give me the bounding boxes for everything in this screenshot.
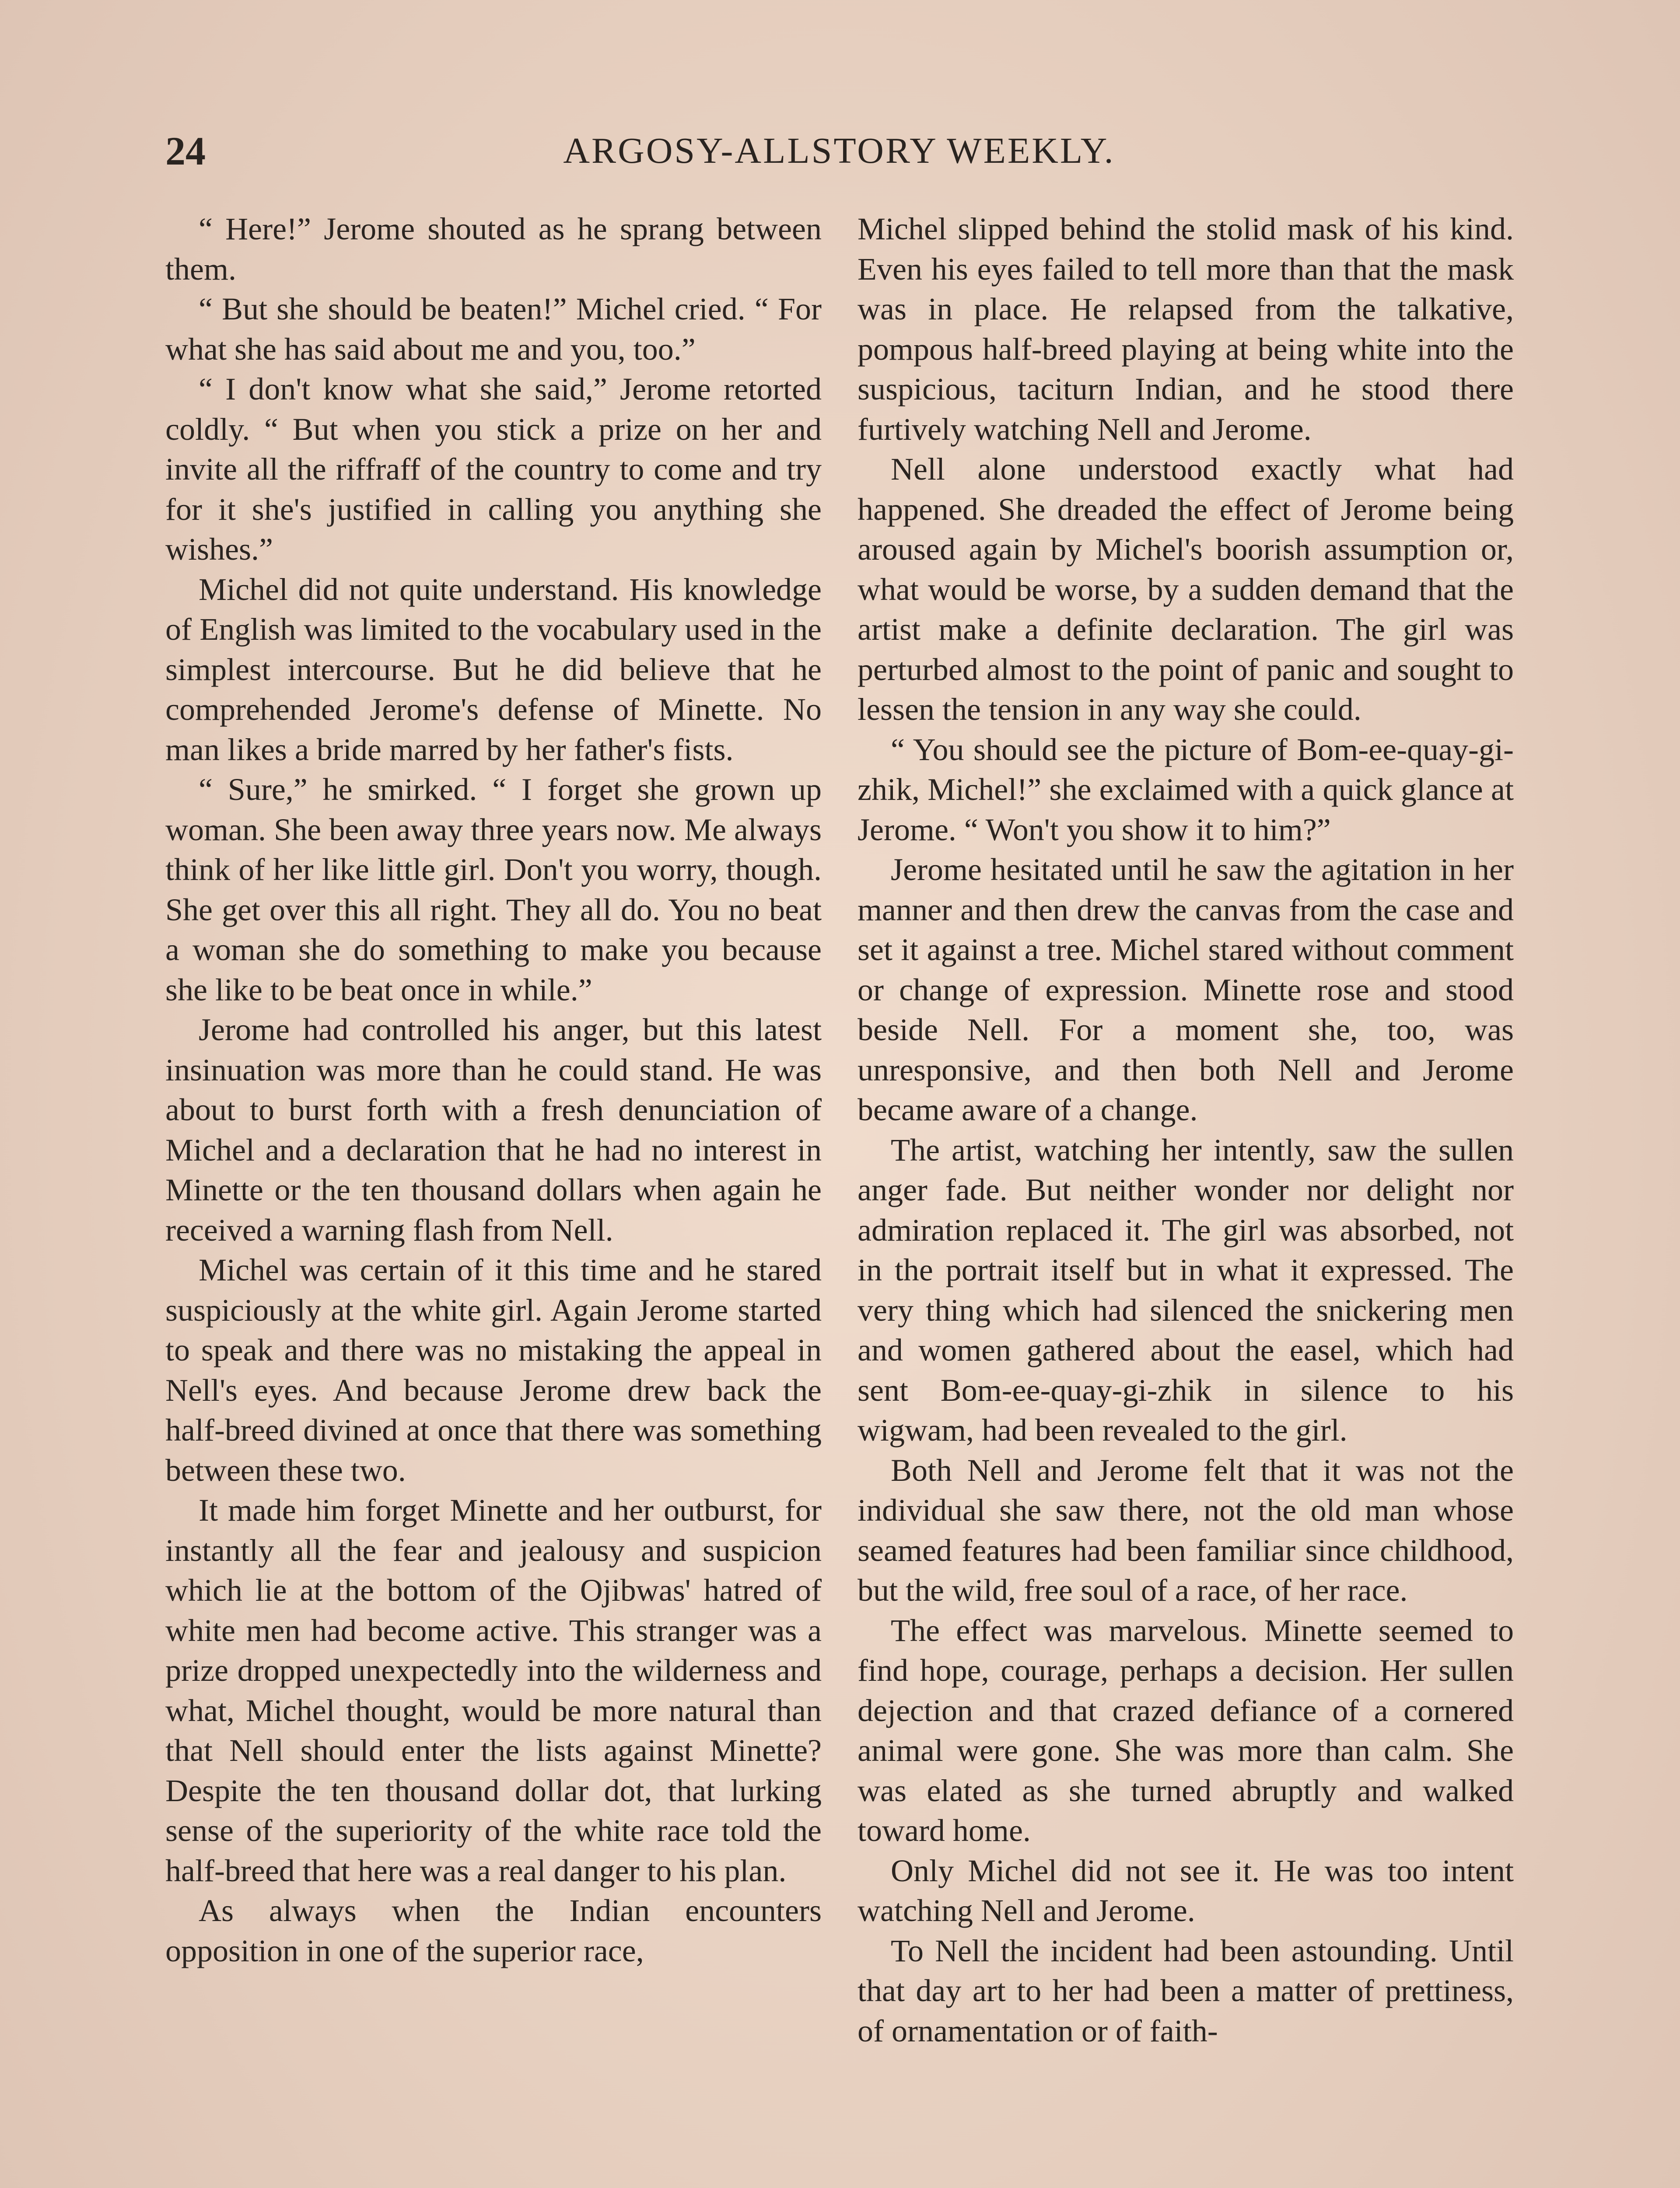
paragraph: Jerome had controlled his anger, but this latest insinuation was more than he could stand. He was about to burst forth with a fresh denunciation of Michel and a declaration that he had no interest in Minette or the ten thousand dollars when again he received a warning flash from Nell. [165,1012,822,1248]
running-head: ARGOSY-ALLSTORY WEEKLY. [563,130,1115,171]
paragraph: Michel was certain of it this time and he stared suspiciously at the white girl. Again Jerome started to speak and there was no mistaking the appeal in Nell's eyes. And because Jerome drew back the half-breed divined at once that there was something between these two. [165,1252,822,1488]
paragraph: Nell alone understood exactly what had happened. She dreaded the effect of Jerome being aroused again by Michel's boorish assumption or, what would be worse, by a sudden demand that the artist make a definite declaration. The girl was perturbed almost to the point of panic and sought to lessen the tension in any way she could. [858,452,1514,727]
paragraph: As always when the Indian encounters opposition in one of the superior race, [165,1893,822,1968]
paragraph: It made him forget Minette and her outburst, for instantly all the fear and jealousy and suspicion which lie at the bottom of the Ojibwas' hatred of white men had become active. This stranger was a prize dropped unexpectedly into the wilderness and what, Michel thought, would be more natural than that Nell should enter the lists against Minette? Despite the ten thousand dollar dot, that lurking sense of the superiority of the white race told the half-breed that here was a real danger to his plan. [165,1493,822,1888]
paragraph: “ Here!” Jerome shouted as he sprang between them. [165,211,822,287]
paragraph: Both Nell and Jerome felt that it was not the individual she saw there, not the old man whose seamed features had been familiar since childhood, but the wild, free soul of a race, of her race. [858,1452,1514,1608]
paragraph: “ I don't know what she said,” Jerome retorted coldly. “ But when you stick a prize on her and invite all the riffraff of the country to come and try for it she's justified in calling you anything she wishes.” [165,372,822,567]
left-column [165,209,822,2188]
paragraph: “ But she should be beaten!” Michel cried. “ For what she has said about me and you, too.” [165,291,822,367]
paragraph: The artist, watching her intently, saw the sullen anger fade. But neither wonder nor delight nor admiration replaced it. The girl was absorbed, not in the portrait itself but in what it expressed. The very thing which had silenced the snickering men and women gathered about the easel, which had sent Bom-ee-quay-gi-zhik in silence to his wigwam, had been revealed to the girl. [858,1132,1514,1448]
paragraph: To Nell the incident had been astounding. Until that day art to her had been a matter of prettiness, of ornamentation or of faith- [858,1933,1514,2048]
page-header [165,123,1513,179]
paragraph: “ Sure,” he smirked. “ I forget she grown up woman. She been away three years now. Me always think of her like little girl. Don't you worry, though. She get over this all right. They all do. You no beat a woman she do something to make you because she like to be beat once in while.” [165,772,822,1007]
right-column [858,209,1514,2188]
page-number: 24 [165,129,206,173]
continued-paragraph: Michel slipped behind the stolid mask of his kind. Even his eyes failed to tell more than that the mask was in place. He relapsed from the talkative, pompous half-breed playing at being white into the suspicious, taciturn Indian, and he stood there furtively watching Nell and Jerome. [858,211,1514,447]
paragraph: “ You should see the picture of Bom-ee-quay-gi-zhik, Michel!” she exclaimed with a quick glance at Jerome. “ Won't you show it to him?” [858,732,1514,847]
paragraph: Jerome hesitated until he saw the agitation in her manner and then drew the canvas from the case and set it against a tree. Michel stared without comment or change of expression. Minette rose and stood beside Nell. For a moment she, too, was unresponsive, and then both Nell and Jerome became aware of a change. [858,852,1514,1127]
paragraph: The effect was marvelous. Minette seemed to find hope, courage, perhaps a decision. Her sullen dejection and that crazed defiance of a cornered animal were gone. She was more than calm. She was elated as she turned abruptly and walked toward home. [858,1613,1514,1848]
paragraph: Only Michel did not see it. He was too intent watching Nell and Jerome. [858,1853,1514,1928]
paragraph: Michel did not quite understand. His knowledge of English was limited to the vocabulary used in the simplest intercourse. But he did believe that he comprehended Jerome's defense of Minette. No man likes a bride marred by her father's fists. [165,572,822,767]
